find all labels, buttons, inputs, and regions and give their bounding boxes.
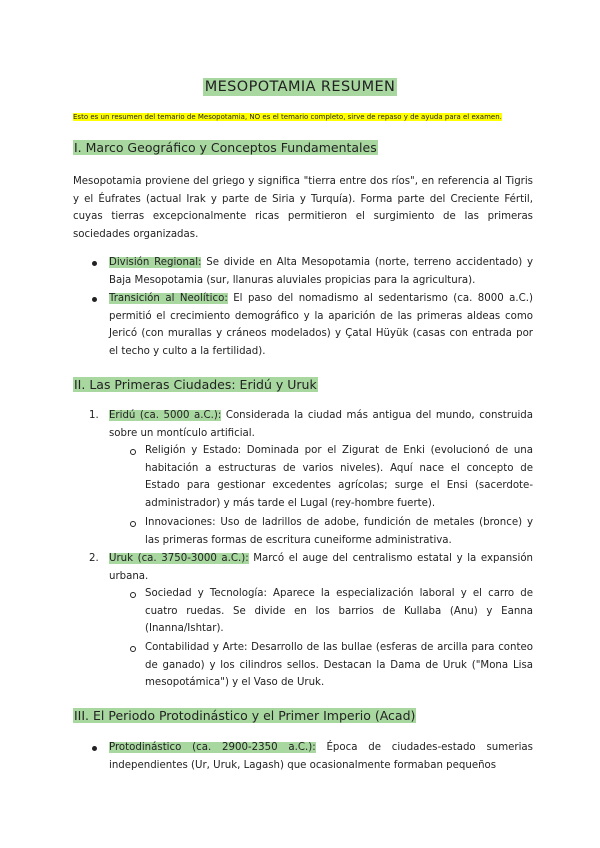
- section-2-item-2-sub-2: Contabilidad y Arte: Desarrollo de las bullae (esferas de arcilla para conteo de ganado) y los cilindros sellos. Destacan la Dama de Uruk ("Mona Lisa mesopotámica") y el Vaso de Uruk.: [145, 642, 533, 689]
- section-2-item-1: Eridú (ca. 5000 a.C.): Considerada la ciudad más antigua del mundo, construida sobre un montículo artificial.: [109, 410, 533, 439]
- sub-bullet-marker: [130, 521, 136, 527]
- bullet-marker: [92, 297, 97, 302]
- section-heading-3: III. El Periodo Protodinástico y el Primer Imperio (Acad): [74, 708, 416, 723]
- section-2-item-1-sub-2: Innovaciones: Uso de ladrillos de adobe, fundición de metales (bronce) y las primeras formas de escritura cuneiforme administrativa.: [145, 517, 533, 546]
- list-number: 1.: [89, 410, 99, 421]
- section-2-item-1-sub-1: Religión y Estado: Dominada por el Zigurat de Enki (evolucionó de una habitación a estructuras de varios niveles). Aquí nace el concepto de Estado para gestionar excedentes agrícolas; surge el Ensi (sacerdote-administrador) y más tarde el Lugal (rey-hombre fuerte).: [145, 445, 533, 509]
- section-1-bullet-2: Transición al Neolítico: El paso del nomadismo al sedentarismo (ca. 8000 a.C.) permitió el crecimiento demográfico y la aparición de las primeras aldeas como Jericó (con murallas y cráneos modelados) y Çatal Hüyük (casas con entrada por el techo y culto a la fertilidad).: [109, 293, 533, 357]
- section-1-bullet-1: División Regional: Se divide en Alta Mesopotamia (norte, terreno accidentado) y Baja Mesopotamia (sur, llanuras aluviales propicias para la agricultura).: [109, 257, 533, 286]
- list-number: 2.: [89, 553, 99, 564]
- section-heading-2: II. Las Primeras Ciudades: Eridú y Uruk: [74, 377, 317, 392]
- section-1-intro: Mesopotamia proviene del griego y significa "tierra entre dos ríos", en referencia al Tigris y el Éufrates (actual Irak y parte de Siria y Turquía). Forma parte del Creciente Fértil, cuyas tierras excepcionalmente ricas permitieron el surgimiento de las primeras sociedades organizadas.: [73, 176, 533, 240]
- sub-bullet-marker: [130, 449, 136, 455]
- document-title: MESOPOTAMIA RESUMEN: [204, 79, 396, 95]
- section-2-item-2-sub-1: Sociedad y Tecnología: Aparece la especialización laboral y el carro de cuatro ruedas. Se divide en los barrios de Kullaba (Anu) y Eanna (Inanna/Ishtar).: [145, 588, 533, 635]
- sub-bullet-marker: [130, 592, 136, 598]
- bullet-marker: [92, 746, 97, 751]
- section-3-bullet-1: Protodinástico (ca. 2900-2350 a.C.): Época de ciudades-estado sumerias independientes (Ur, Uruk, Lagash) que ocasionalmente formaban pequeños: [109, 742, 533, 771]
- bullet-marker: [92, 261, 97, 266]
- section-2-item-2: Uruk (ca. 3750-3000 a.C.): Marcó el auge del centralismo estatal y la expansión urbana.: [109, 553, 534, 582]
- notice-text: Esto es un resumen del temario de Mesopotamia, NO es el temario completo, sirve de repaso y de ayuda para el examen.: [73, 113, 502, 121]
- sub-bullet-marker: [130, 646, 136, 652]
- section-heading-1: I. Marco Geográfico y Conceptos Fundamentales: [74, 140, 377, 155]
